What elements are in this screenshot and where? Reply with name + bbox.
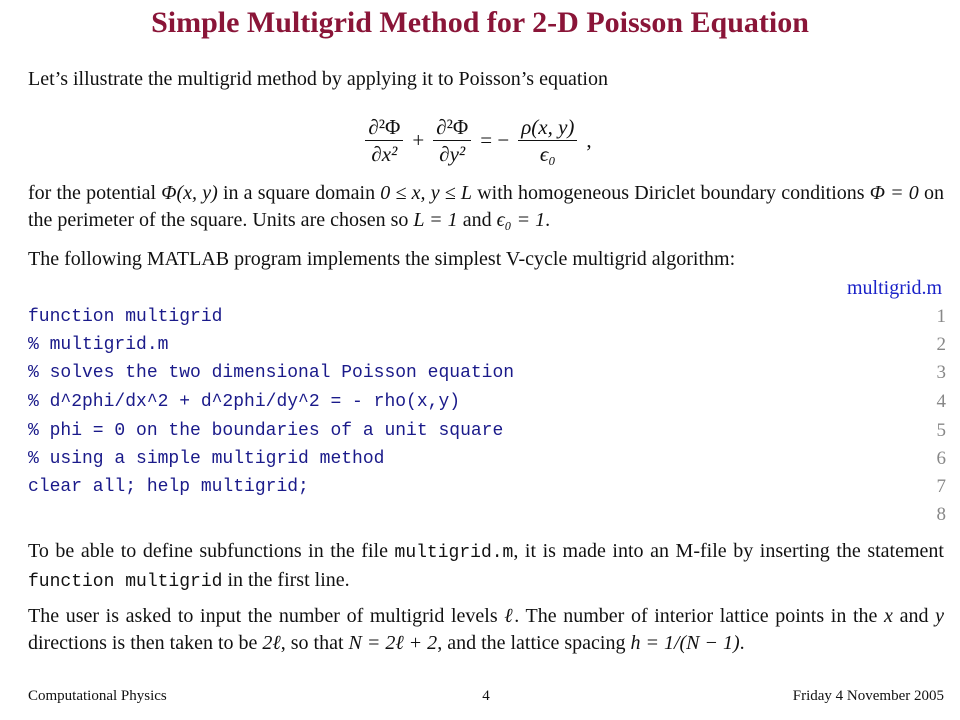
math-domain: 0 ≤ x, y ≤ L: [380, 182, 473, 204]
code-line: [28, 331, 946, 359]
code-line: [28, 359, 946, 387]
footer-course: Computational Physics: [28, 688, 167, 704]
line-number: 2: [936, 334, 946, 355]
domain-paragraph: [28, 180, 944, 234]
equals-minus: = −: [480, 127, 510, 152]
text-run: , it is made into an M-file by inserting the statement: [513, 540, 944, 562]
line-number: 7: [936, 476, 946, 497]
code-line: [28, 388, 946, 416]
levels-paragraph: [28, 603, 944, 657]
math-n-definition: N = 2ℓ + 2: [348, 632, 438, 654]
code-line: [28, 417, 946, 445]
line-number: 3: [936, 362, 946, 383]
math-potential: Φ(x, y): [161, 182, 218, 204]
inline-code-filename: multigrid.m: [394, 543, 514, 563]
text-run: To be able to define subfunctions in the file: [28, 540, 395, 562]
line-number: 4: [936, 391, 946, 412]
math-boundary: Φ = 0: [869, 182, 919, 204]
code-line: [28, 303, 946, 331]
math-spacing: h = 1/(N − 1): [630, 632, 740, 654]
math-x: x: [884, 605, 893, 627]
line-number: 8: [936, 504, 946, 525]
code-line: [28, 501, 946, 529]
text-run: and: [457, 209, 497, 231]
text-run: , so that: [280, 632, 349, 654]
numerator: ∂²Φ: [433, 115, 471, 141]
intro-paragraph: Let’s illustrate the multigrid method by applying it to Poisson’s equation: [28, 68, 608, 90]
line-number: 5: [936, 420, 946, 441]
denominator: ∂y²: [439, 141, 466, 166]
inline-code-statement: function multigrid: [28, 572, 223, 592]
math-length: L = 1: [413, 209, 458, 231]
slide-title: Simple Multigrid Method for 2-D Poisson Equation: [151, 6, 809, 39]
fraction-d2phi-dx2: [365, 115, 403, 166]
numerator: ∂²Φ: [365, 115, 403, 141]
line-number: 1: [936, 306, 946, 327]
code-text: % using a simple multigrid method: [28, 449, 385, 469]
denominator: ϵ₀: [539, 141, 556, 166]
text-run: .: [545, 209, 551, 231]
numerator: ρ(x, y): [518, 115, 577, 141]
text-run: with homogeneous Diriclet boundary conditions: [472, 182, 870, 204]
program-intro-paragraph: The following MATLAB program implements the simplest V-cycle multigrid algorithm:: [28, 248, 736, 270]
subfunctions-paragraph: [28, 538, 944, 596]
trailing-comma: ,: [586, 127, 592, 152]
text-run: The user is asked to input the number of multigrid levels: [28, 605, 505, 627]
math-epsilon: ϵ₀ = 1: [496, 209, 546, 231]
text-run: , and the lattice spacing: [437, 632, 631, 654]
code-file-label: multigrid.m: [847, 277, 942, 299]
code-text: % multigrid.m: [28, 335, 169, 355]
text-run: on the perimeter of the square. Units are chosen so: [28, 182, 944, 231]
code-text: function multigrid: [28, 307, 223, 327]
footer-page-number: 4: [482, 688, 490, 704]
code-line: [28, 473, 946, 501]
text-run: in the first line.: [222, 569, 350, 591]
denominator: ∂x²: [371, 141, 398, 166]
plus-sign: +: [412, 127, 425, 152]
text-run: and: [892, 605, 936, 627]
text-run: . The number of interior lattice points in the: [514, 605, 885, 627]
math-two-power-ell: 2ℓ: [262, 632, 281, 654]
text-run: in a square domain: [217, 182, 381, 204]
math-y: y: [935, 605, 944, 627]
line-number: 6: [936, 448, 946, 469]
poisson-equation: [0, 112, 960, 168]
text-run: directions is then taken to be: [28, 632, 263, 654]
fraction-rho-eps: [518, 115, 577, 166]
slide-footer: [28, 688, 944, 710]
fraction-d2phi-dy2: [433, 115, 471, 166]
math-ell: ℓ: [504, 605, 515, 627]
code-text: % d^2phi/dx^2 + d^2phi/dy^2 = - rho(x,y): [28, 392, 461, 412]
text-run: .: [739, 632, 745, 654]
text-run: for the potential: [28, 182, 162, 204]
code-text: % phi = 0 on the boundaries of a unit square: [28, 421, 504, 441]
code-text: clear all; help multigrid;: [28, 477, 309, 497]
code-text: % solves the two dimensional Poisson equation: [28, 363, 515, 383]
code-line: [28, 445, 946, 473]
footer-date: Friday 4 November 2005: [792, 688, 944, 704]
